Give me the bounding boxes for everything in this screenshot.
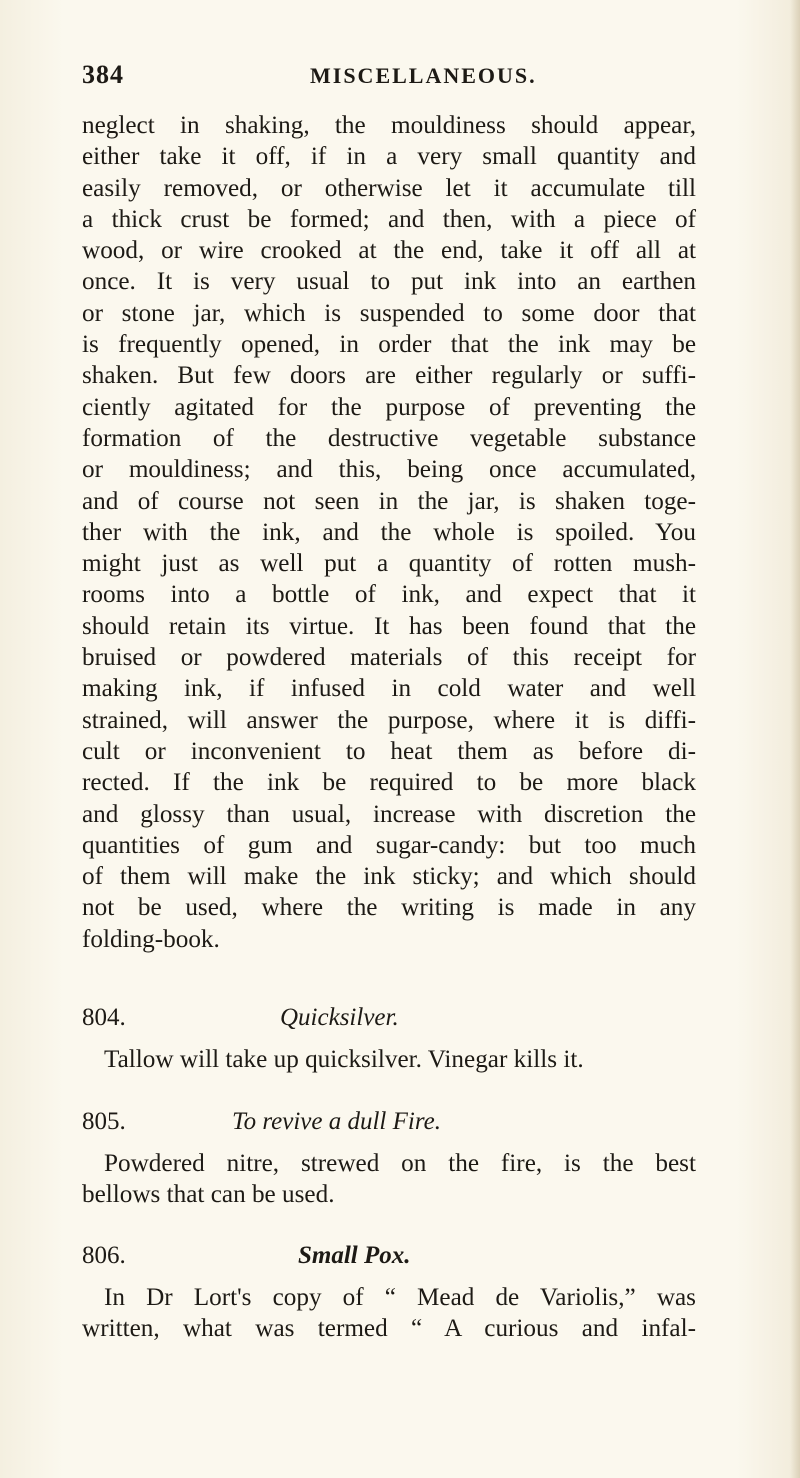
entry-body (82, 1148, 696, 1211)
text-line: or mouldiness; and this, being once accumulated, (82, 456, 696, 484)
entry-number: 806. (82, 1242, 126, 1269)
text-line: In Dr Lort's copy of “ Mead de Variolis,” was (104, 1284, 696, 1311)
text-line: bruised or powdered materials of this receipt for (82, 644, 696, 672)
entry-title: Small Pox. (298, 1242, 411, 1269)
text-line: and of course not seen in the jar, is shaken toge- (82, 487, 696, 515)
text-line: should retain its virtue. It has been found that the (82, 612, 696, 640)
text-line: shaken. But few doors are either regularly or suffi- (82, 362, 696, 390)
entry-small-pox (82, 1240, 696, 1345)
text-line: and glossy than usual, increase with discretion the (82, 800, 696, 828)
entry-title: To revive a dull Fire. (232, 1108, 441, 1135)
text-line: neglect in shaking, the mouldiness should appear, (82, 112, 696, 139)
entry-body (82, 1282, 696, 1345)
text-line: is frequently opened, in order that the ink may be (82, 331, 696, 359)
text-line: folding-book. (82, 925, 220, 953)
entry-heading (82, 1106, 696, 1138)
text-line: not be used, where the writing is made in any (82, 894, 696, 922)
page-number: 384 (82, 60, 124, 89)
text-line: either take it off, if in a very small quantity and (82, 143, 696, 171)
text-line: cult or inconvenient to heat them as before di- (82, 737, 696, 765)
text-line: making ink, if infused in cold water and well (82, 675, 696, 703)
text-line: wood, or wire crooked at the end, take it off all at (82, 237, 696, 265)
text-line: ciently agitated for the purpose of preventing the (82, 393, 696, 421)
text-line: rooms into a bottle of ink, and expect that it (82, 581, 696, 609)
text-line: formation of the destructive vegetable substance (82, 424, 696, 452)
running-head: MISCELLANEOUS. (310, 63, 537, 88)
entry-quicksilver (82, 1002, 696, 1075)
text-line: rected. If the ink be required to be more black (82, 769, 696, 797)
text-line: a thick crust be formed; and then, with a piece of (82, 205, 696, 233)
text-line: bellows that can be used. (82, 1181, 335, 1209)
text-line: or stone jar, which is suspended to some door that (82, 299, 696, 327)
text-line: Powdered nitre, strewed on the fire, is the best (104, 1150, 696, 1177)
entry-number: 804. (82, 1004, 126, 1031)
text-line: easily removed, or otherwise let it accumulate till (82, 174, 696, 202)
page-header (82, 60, 682, 100)
text-line: ther with the ink, and the whole is spoiled. You (82, 518, 696, 546)
entry-heading (82, 1002, 696, 1034)
entry-title: Quicksilver. (280, 1004, 399, 1031)
entry-revive-fire (82, 1106, 696, 1211)
continued-paragraph (82, 110, 696, 955)
entry-body (82, 1044, 696, 1075)
text-line: quantities of gum and sugar-candy: but too much (82, 831, 696, 859)
text-line: strained, will answer the purpose, where it is diffi- (82, 706, 696, 734)
text-line: of them will make the ink sticky; and which should (82, 863, 696, 891)
text-line: might just as well put a quantity of rotten mush- (82, 550, 696, 578)
text-line: once. It is very usual to put ink into an earthen (82, 268, 696, 296)
entry-heading (82, 1240, 696, 1272)
entry-number: 805. (82, 1108, 126, 1135)
text-line: Tallow will take up quicksilver. Vinegar kills it. (104, 1046, 584, 1073)
page-edge-shadow (790, 0, 800, 1478)
text-line: written, what was termed “ A curious and infal- (82, 1315, 696, 1343)
